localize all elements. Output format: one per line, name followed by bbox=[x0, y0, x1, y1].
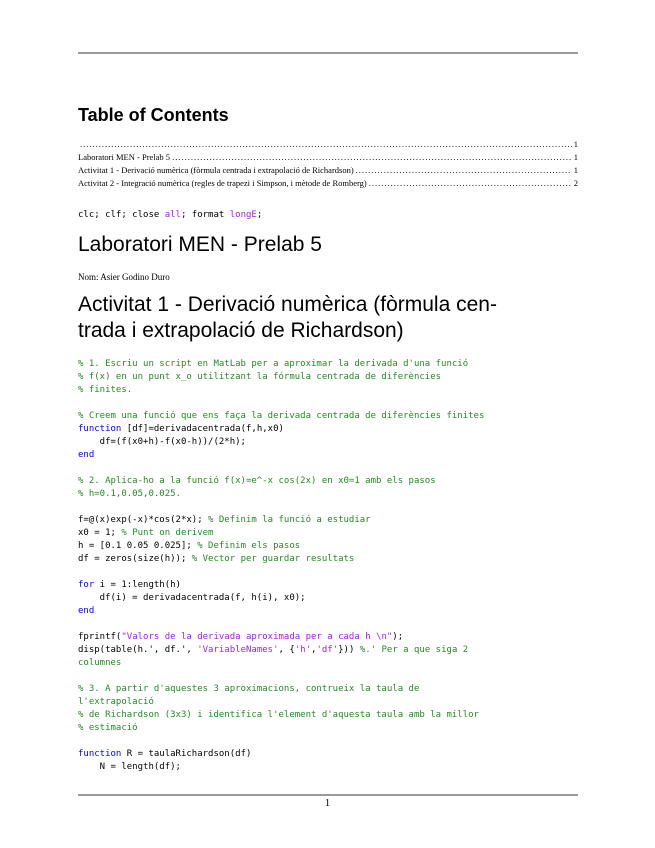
code-comment: % f(x) en un punt x_o utilitzant la fórmula centrada de diferències bbox=[78, 372, 442, 382]
code-comment: % 3. A partir d'aquestes 3 aproximacions, contrueix la taula de bbox=[78, 684, 420, 694]
code-block-setup bbox=[78, 209, 262, 222]
code-comment: columnes bbox=[78, 658, 122, 668]
code-text: fprintf( bbox=[78, 632, 122, 642]
toc-entry-label: Activitat 2 - Integració numèrica (regles de trapezi i Simpson, i mètode de Romberg) bbox=[78, 178, 367, 188]
code-string: "Valors de la derivada aproximada per a cada h \n" bbox=[121, 632, 393, 642]
code-text: N = length(df); bbox=[78, 762, 181, 772]
code-keyword: end bbox=[78, 606, 95, 616]
toc-entry[interactable] bbox=[78, 164, 578, 177]
code-text: df(i) = derivadacentrada(f, h(i), x0); bbox=[78, 593, 306, 603]
code-text: h = [0.1 0.05 0.025]; bbox=[78, 541, 198, 551]
code-text: , { bbox=[278, 645, 295, 655]
code-text: ; bbox=[256, 210, 263, 220]
heading-line: Activitat 1 - Derivació numèrica (fòrmula cen- bbox=[78, 293, 497, 316]
code-keyword: end bbox=[78, 450, 95, 460]
code-comment: % Creem una funció que ens faça la derivada centrada de diferències finites bbox=[78, 411, 485, 421]
code-string: 'VariableNames' bbox=[197, 645, 279, 655]
toc-entry-label: Laboratori MEN - Prelab 5 bbox=[78, 152, 171, 162]
toc-title: Table of Contents bbox=[78, 105, 229, 125]
toc-leader-dots bbox=[172, 151, 572, 164]
code-text: ; format bbox=[180, 210, 230, 220]
code-text: , bbox=[311, 645, 317, 655]
toc-entry[interactable] bbox=[78, 138, 578, 151]
code-text: i = 1:length(h) bbox=[94, 580, 181, 590]
toc-entry-page: 2 bbox=[573, 178, 578, 188]
code-comment: % h=0.1,0.05,0.025. bbox=[78, 489, 181, 499]
code-text: df=(f(x0+h)-f(x0-h))/(2*h); bbox=[78, 437, 246, 447]
toc-entry[interactable] bbox=[78, 151, 578, 164]
code-text: R = taulaRichardson(df) bbox=[121, 749, 252, 759]
toc-entry[interactable] bbox=[78, 177, 578, 190]
code-keyword: for bbox=[78, 580, 95, 590]
code-comment: % Vector per guardar resultats bbox=[191, 554, 355, 564]
toc-entry-label: Activitat 1 - Derivació numèrica (fòrmula centrada i extrapolació de Richardson) bbox=[78, 165, 354, 175]
toc-entry-page: 1 bbox=[573, 152, 578, 162]
page-number: 1 bbox=[324, 797, 331, 809]
heading-activitat-1 bbox=[78, 292, 578, 344]
code-keyword: function bbox=[78, 749, 122, 759]
code-comment: % 1. Escriu un script en MatLab per a aproximar la derivada d'una funció bbox=[78, 359, 469, 369]
code-comment: % estimació bbox=[78, 723, 138, 733]
footer-rule bbox=[78, 794, 578, 796]
code-string: longE bbox=[229, 210, 257, 220]
toc-leader-dots bbox=[80, 138, 572, 151]
code-comment: % de Richardson (3x3) i identifica l'element d'aquesta taula amb la millor bbox=[78, 710, 479, 720]
code-comment: l'extrapolació bbox=[78, 697, 154, 707]
code-text: ); bbox=[392, 632, 404, 642]
code-comment: % Definim la funció a estudiar bbox=[208, 515, 371, 525]
code-comment: % 2. Aplica-ho a la funció f(x)=e^-x cos(2x) en x0=1 amb els pasos bbox=[78, 476, 436, 486]
heading-line: trada i extrapolació de Richardson) bbox=[78, 319, 404, 342]
toc-entry-page: 1 bbox=[573, 165, 578, 175]
code-keyword: function bbox=[78, 424, 122, 434]
author-name: Nom: Asier Godino Duro bbox=[78, 272, 170, 282]
code-comment: % finites. bbox=[78, 385, 133, 395]
code-text: disp(table(h.', df.', bbox=[78, 645, 198, 655]
code-string: 'h' bbox=[294, 645, 312, 655]
code-text: [df]=derivadacentrada(f,h,x0) bbox=[121, 424, 284, 434]
code-text: x0 = 1; bbox=[78, 528, 122, 538]
heading-laboratori: Laboratori MEN - Prelab 5 bbox=[78, 233, 322, 256]
code-text: })) bbox=[338, 645, 360, 655]
code-text: df = zeros(size(h)); bbox=[78, 554, 192, 564]
code-comment: % Punt on derivem bbox=[121, 528, 214, 538]
toc-leader-dots bbox=[369, 177, 572, 190]
code-text: f=@(x)exp(-x)*cos(2*x); bbox=[78, 515, 209, 525]
toc-entry-page: 1 bbox=[573, 139, 578, 149]
code-comment: % Definim els pasos bbox=[197, 541, 301, 551]
header-rule bbox=[78, 52, 578, 54]
table-of-contents bbox=[78, 138, 578, 190]
code-text: clc; clf; close bbox=[78, 210, 165, 220]
code-string: 'df' bbox=[316, 645, 339, 655]
code-block-activitat-1 bbox=[78, 358, 484, 774]
code-comment: %.' Per a que siga 2 bbox=[359, 645, 469, 655]
toc-leader-dots bbox=[356, 164, 572, 177]
code-string: all bbox=[164, 210, 181, 220]
